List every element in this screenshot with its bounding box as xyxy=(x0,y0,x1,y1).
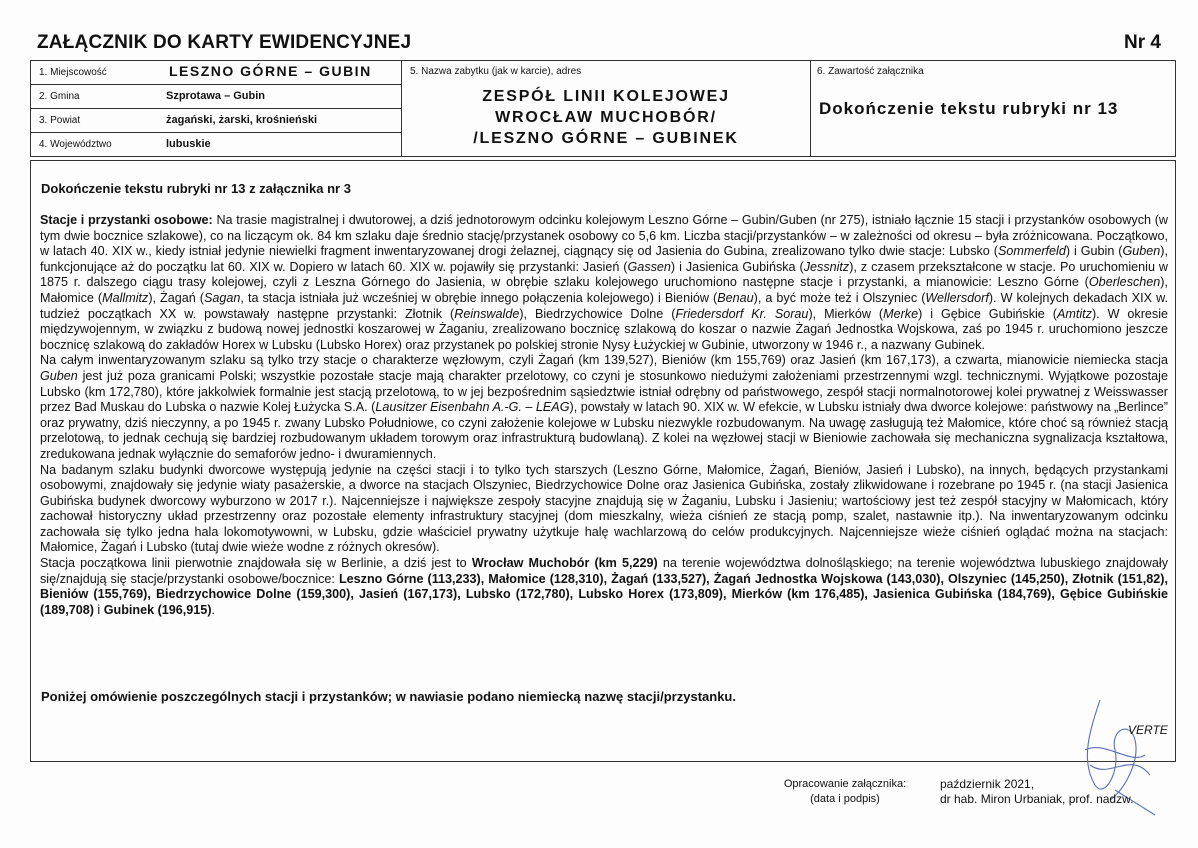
paragraph: Na badanym szlaku budynki dworcowe występują jedynie na części stacji i to tylko tych starszych (Leszno Górne, Małomice, Żagań, Bieniów, Jasień i Lubsko), na innych, będących przystankami osobowymi, znajdowały się jedynie wiaty pasażerskie, a dworce na stacjach Olszyniec, Biedrzychowice Dolne oraz Jasienica Gubińska, zostały zlikwidowane i rozebrane po 1945 r. (na stacji Jasienica Gubińska budynek dworcowy wyburzono w 2017 r.). Najcenniejsze i największe zespoły stacyjne znajdują się w Żaganiu, Lubsku i Jasieniu; wartościowy jest też zespół stacyjny w Małomicach, który zachował historyczny układ przestrzenny oraz pozostałe elementy infrastruktury stacyjnej (dom mieszkalny, wieża ciśnień ze stacją pomp, szalet, nastawnie itp.). Na inwentaryzowanym odcinku zachowała się tylko jedna hala lokomotywowni, w Lubsku, gdzie właściciel prywatny użytkuje halę wachlarzową do celów produkcyjnych. Najcenniejsze wieże ciśnień oglądać można na stacjach: Małomice, Żagań i Lubsko (tutaj dwie wieże wodne z różnych okresów). xyxy=(40,462,1168,555)
prepared-label xyxy=(770,777,920,807)
prepared-author: dr hab. Miron Urbaniak, prof. nadzw. xyxy=(940,792,1134,806)
monument-name-cell xyxy=(401,61,811,156)
field-commune xyxy=(31,85,401,109)
field-label: 4. Województwo xyxy=(39,139,112,150)
verte-mark: VERTE xyxy=(1128,723,1168,737)
paragraph: Na całym inwentaryzowanym szlaku są tylko trzy stacje o charakterze węzłowym, czyli Żagań (km 139,527), Bieniów (km 155,769) oraz Jasień (km 167,173), a czwarta, mianowicie niemiecka stacja Guben jest już poza granicami Polski; wszystkie pozostałe stacje mają charakter przelotowy, co czyni je stosunkowo niedużymi założeniami przestrzennymi wzgl. technicznymi. Wyjątkowe pozostaje Lubsko (km 172,780), które jakkolwiek formalnie jest stacją przelotową, to w jej bezpośrednim sąsiedztwie istniał odrębny od państwowego, zespół stacji normalnotorowej kolei prywatnej z Weisswasser przez Bad Muskau do Lubska o nazwie Kolej Łużycka S.A. (Lausitzer Eisenbahn A.-G. – LEAG), powstały w latach 90. XIX w. W efekcie, w Lubsku istniały dwa dworce kolejowe: państwowy na „Berlince” oraz prywatny, dziś nieczynny, a po 1945 r. zwany Lubsko Południowe, co czyni założenie kolejowe w Lubsku niezwykle rozbudowanym. Na uwagę zasługują też Małomice, które choć są również stacją przelotową, to jednak cechują się bardziej rozbudowanym układem torowym oraz infrastrukturą budowlaną). Z kolei na węzłowej stacji w Bieniowie zachowała się mechaniczna sygnalizacja kształtowa, zredukowana jednak wyłącznie do semaforów jedno- i dwuramiennych. xyxy=(40,353,1169,461)
field-value: lubuskie xyxy=(166,138,211,150)
prepared-label-line: (data i podpis) xyxy=(810,793,880,805)
monument-label: 5. Nazwa zabytku (jak w karcie), adres xyxy=(410,66,582,77)
prepared-value xyxy=(940,777,1133,807)
field-voivodeship xyxy=(31,133,401,157)
field-locality xyxy=(31,61,401,85)
paragraph: Stacje i przystanki osobowe: Na trasie magistralnej i dwutorowej, a dziś jednotorowym odcinku kolejowym Leszno Górne – Gubin/Guben (nr 275), istniało łącznie 15 stacji i przystanków osobowych (w tym dwie bocznice szlakowe), co na liczącym ok. 84 km szlaku daje średnio stację/przystanek osobowy co 5,6 km. Liczba stacji/przystanków – w zależności od okresu – była zróżnicowana. Początkowo, w latach 40. XIX w., kiedy istniał jedynie niewielki fragment inwentaryzowanej drogi żelaznej, ciągnący się od Jasienia do Gubina, zrealizowano tylko dwie stacje: Lubsko (Sommerfeld) i Gubin (Guben), funkcjonujące aż do początku lat 60. XIX w. Dopiero w latach 60. XIX w. pojawiły się przystanki: Jasień (Gassen) i Jasienica Gubińska (Jessnitz), z czasem przekształcone w stacje. Po uruchomieniu w 1875 r. dalszego ciągu trasy kolejowej, czyli z Leszna Górnego do Jasienia, w obrębie szlaku kolejowego uruchomiono następne stacje i przystanki, a mianowicie: Leszno Górne (Oberleschen), Małomice (Mallmitz), Żagań (Sagan, ta stacja istniała już wcześniej w obrębie innego połączenia kolejowego) i Bieniów (Benau), a być może też i Olszyniec (Wellersdorf). W kolejnych dekadach XIX w. tudzież początkach XX w. powstawały następne przystanki: Złotnik (Reinswalde), Biedrzychowice Dolne (Friedersdorf Kr. Sorau), Mierków (Merke) i Gębice Gubińskie (Amtitz). W okresie międzywojennym, w związku z budową nowej jednostki koszarowej w Żaganiu, zrealizowano bocznicę szlakową do koszar o nazwie Żagań Jednostka Wojskowa, zaś po 1945 r. uruchomiono jeszcze bocznicę szlakową do zakładów Horex w Lubsku (Lubsko Horex) oraz przystanek po polskiej stronie Nysy Łużyckiej w Gubinie, utworzony w 1946 r., a nazwany Gubinek. xyxy=(40,213,1169,352)
monument-name-line: ZESPÓŁ LINII KOLEJOWEJ xyxy=(482,88,730,105)
body-text xyxy=(40,213,1168,618)
section-heading: Dokończenie tekstu rubryki nr 13 z załącznika nr 3 xyxy=(41,181,351,196)
monument-name-line: /LESZNO GÓRNE – GUBINEK xyxy=(473,130,739,147)
field-value: Szprotawa – Gubin xyxy=(166,90,266,102)
closing-note: Poniżej omówienie poszczególnych stacji i przystanków; w nawiasie podano niemiecką nazwę stacji/przystanku. xyxy=(41,689,736,704)
field-label: 3. Powiat xyxy=(39,115,81,126)
header-table xyxy=(30,60,1176,157)
attachment-number: Nr 4 xyxy=(1124,32,1161,53)
contents-value: Dokończenie tekstu rubryki nr 13 xyxy=(819,99,1119,118)
field-label: 2. Gmina xyxy=(39,91,80,102)
monument-name-line: WROCŁAW MUCHOBÓR/ xyxy=(495,109,717,126)
field-county xyxy=(31,109,401,133)
field-value: LESZNO GÓRNE – GUBIN xyxy=(169,63,372,79)
contents-label: 6. Zawartość załącznika xyxy=(817,66,924,77)
page-title: ZAŁĄCZNIK DO KARTY EWIDENCYJNEJ xyxy=(37,32,412,53)
field-value: żagański, żarski, krośnieński xyxy=(166,114,318,126)
prepared-label-line: Opracowanie załącznika: xyxy=(783,778,907,790)
prepared-date: październik 2021, xyxy=(940,777,1035,791)
contents-cell xyxy=(809,61,1175,156)
monument-name xyxy=(402,86,810,149)
paragraph: Stacja początkowa linii pierwotnie znajdowała się w Berlinie, a dziś jest to Wrocław Muchobór (km 5,229) na terenie województwa dolnośląskiego; na terenie województwa lubuskiego znajdowały się/znajdują się stacje/przystanki osobowe/bocznice: Leszno Górne (113,233), Małomice (128,310), Żagań (133,527), Żagań Jednostka Wojskowa (143,030), Olszyniec (145,250), Złotnik (151,82), Bieniów (155,769), Biedrzychowice Dolne (159,300), Jasień (167,173), Lubsko (172,780), Lubsko Horex (173,809), Mierków (km 176,485), Jasienica Gubińska (184,769), Gębice Gubińskie (189,708) i Gubinek (196,915). xyxy=(40,556,1168,617)
field-label: 1. Miejscowość xyxy=(39,67,107,78)
